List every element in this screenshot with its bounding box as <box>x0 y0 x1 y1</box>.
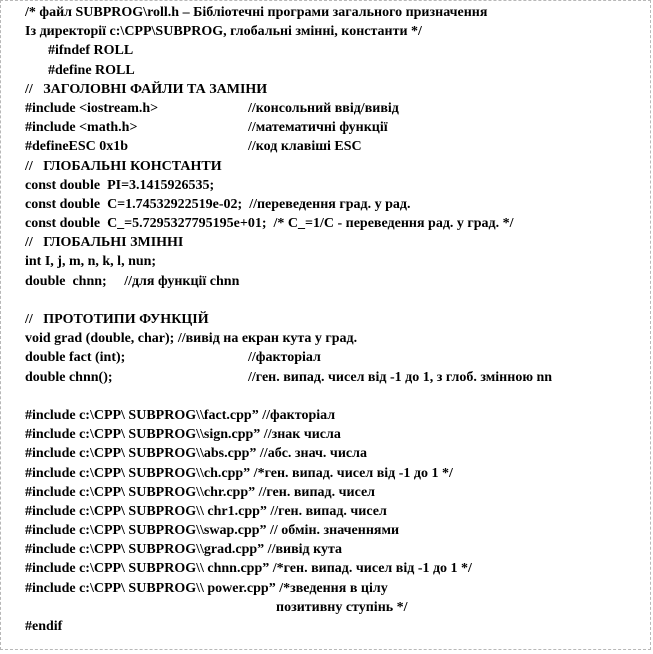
code-line <box>25 598 645 617</box>
code-listing <box>25 3 645 636</box>
code-line <box>25 157 645 176</box>
code-line <box>25 425 645 444</box>
code-line <box>25 559 645 578</box>
code-line <box>25 233 645 252</box>
code-line <box>25 272 645 291</box>
code-line <box>25 252 645 271</box>
code-comment: //факторіал <box>248 350 321 366</box>
code-text: #defineESC 0x1b <box>25 139 129 155</box>
code-line <box>25 348 645 367</box>
code-text: #endif <box>25 619 63 634</box>
code-line <box>25 579 645 598</box>
code-line <box>25 464 645 483</box>
code-comment: //математичні функції <box>248 120 388 136</box>
code-text: // ГЛОБАЛЬНІ ЗМІННІ <box>25 235 184 251</box>
code-text: int I, j, m, n, k, l, nun; <box>25 254 157 270</box>
code-text: double chnn; //для функції chnn <box>25 273 240 289</box>
code-line <box>25 118 645 137</box>
code-comment: //код клавіші ESC <box>248 139 362 155</box>
code-text: #include c:\CPP\ SUBPROG\\grad.cpp” //вивід кута <box>25 542 343 558</box>
code-line <box>25 329 645 348</box>
code-line <box>25 521 645 540</box>
code-text: позитивну ступінь */ <box>276 599 408 615</box>
code-text: double chnn(); <box>25 369 113 385</box>
code-text: #include c:\CPP\ SUBPROG\\ chnn.cpp” /*ген. випад. чисел від -1 до 1 */ <box>25 561 472 577</box>
code-line <box>25 214 645 233</box>
code-text: #include c:\CPP\ SUBPROG\\abs.cpp” //абс. знач. числа <box>25 446 367 462</box>
code-line <box>25 137 645 156</box>
code-line <box>25 444 645 463</box>
code-line <box>25 61 645 80</box>
code-comment: //консольний ввід/вивід <box>248 100 399 116</box>
code-line <box>25 406 645 425</box>
code-line <box>25 310 645 329</box>
code-text: Із директорії c:\CPP\SUBPROG, глобальні змінні, константи */ <box>25 24 422 40</box>
code-text: double fact (int); <box>25 350 126 366</box>
code-comment: //ген. випад. чисел від -1 до 1, з глоб. змінною nn <box>248 369 553 385</box>
code-line <box>25 540 645 559</box>
code-line <box>25 80 645 99</box>
code-text: void grad (double, char); //вивід на екран кута у град. <box>25 331 358 347</box>
code-text: #include c:\CPP\ SUBPROG\\ power.cpp” /*зведення в цілу <box>25 580 388 596</box>
code-text: // ПРОТОТИПИ ФУНКЦІЙ <box>25 312 209 327</box>
code-line <box>25 483 645 502</box>
code-text: #include c:\CPP\ SUBPROG\\ch.cpp” /*ген. випад. чисел від -1 до 1 */ <box>25 465 453 481</box>
code-text: #include <math.h> <box>25 120 138 136</box>
code-text: #ifndef ROLL <box>48 43 134 59</box>
code-text: #include <iostream.h> <box>25 100 159 116</box>
code-text: #define ROLL <box>48 62 135 78</box>
code-text: const double C=1.74532922519e-02; //переведення град. у рад. <box>25 196 411 212</box>
code-text: const double C_=5.7295327795195e+01; /* C_=1/C - переведення рад. у град. */ <box>25 216 514 232</box>
code-line <box>25 3 645 22</box>
code-text: #include c:\CPP\ SUBPROG\\fact.cpp” //факторіал <box>25 407 336 423</box>
code-line <box>25 368 645 387</box>
code-line <box>25 176 645 195</box>
code-text: #include c:\CPP\ SUBPROG\\swap.cpp” // обмін. значеннями <box>25 523 400 539</box>
code-text: /* файл SUBPROG\roll.h – Бібліотечні програми загального призначення <box>25 5 488 20</box>
code-text: const double PI=3.1415926535; <box>25 177 215 193</box>
code-line <box>25 617 645 636</box>
code-line <box>25 387 645 406</box>
code-line <box>25 195 645 214</box>
code-line <box>25 502 645 521</box>
code-text: // ГЛОБАЛЬНІ КОНСТАНТИ <box>25 158 222 174</box>
code-line <box>25 22 645 41</box>
code-text: #include c:\CPP\ SUBPROG\\chr.cpp” //ген. випад. чисел <box>25 484 376 500</box>
code-line <box>25 41 645 60</box>
code-text: #include c:\CPP\ SUBPROG\\ chr1.cpp” //ген. випад. чисел <box>25 503 387 519</box>
code-text: // ЗАГОЛОВНІ ФАЙЛИ ТА ЗАМІНИ <box>25 81 268 97</box>
code-text: #include c:\CPP\ SUBPROG\\sign.cpp” //знак числа <box>25 427 341 443</box>
code-line <box>25 291 645 310</box>
code-line <box>25 99 645 118</box>
